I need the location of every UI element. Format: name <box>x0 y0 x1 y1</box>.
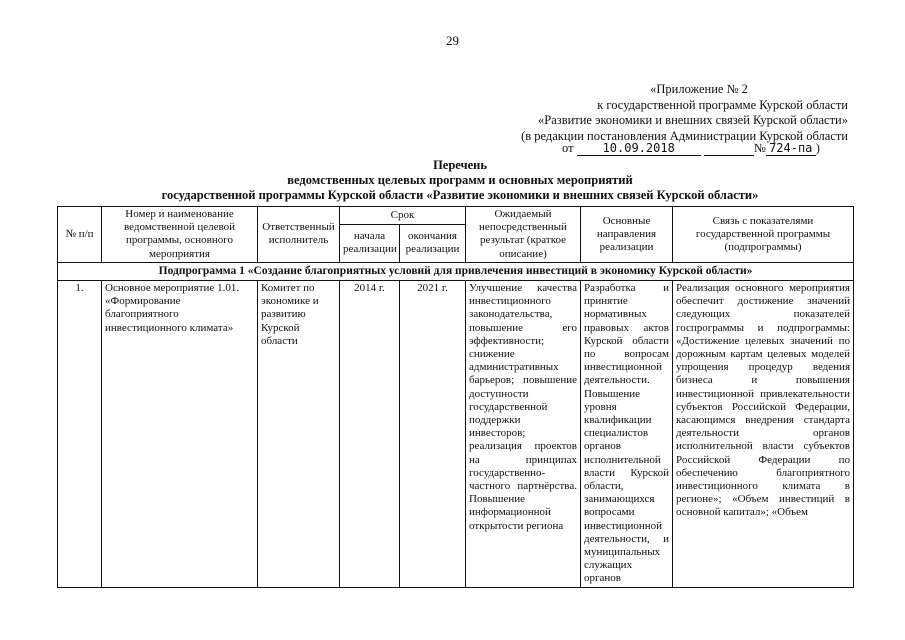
annex-line-2: к государственной программе Курской области <box>597 97 848 112</box>
document-title <box>60 158 860 203</box>
annex-line-4: (в редакции постановления Администрации Курской области <box>521 128 848 143</box>
annex-line-1: «Приложение № 2 <box>650 82 748 96</box>
header-end: окончания реализации <box>400 225 466 263</box>
resolution-number: 724-па <box>766 141 816 156</box>
header-num: № п/п <box>58 207 102 263</box>
subprogram-row <box>58 262 854 280</box>
resolution-date-line <box>562 140 820 156</box>
close-paren: ) <box>815 141 820 155</box>
header-link: Связь с показателями государственной программы (подпрограммы) <box>673 207 854 263</box>
annex-header <box>400 82 848 144</box>
header-row-1 <box>58 207 854 225</box>
title-line-2: ведомственных целевых программ и основных мероприятий <box>287 173 633 187</box>
row-name: Основное мероприятие 1.01. «Формирование благоприятного инвестиционного климата» <box>102 281 258 588</box>
row-executor: Комитет по экономике и развитию Курской области <box>258 281 340 588</box>
title-line-3: государственной программы Курской области «Развитие экономики и внешних связей Курской области» <box>161 188 759 202</box>
date-underline-gap <box>704 155 754 156</box>
header-term: Срок <box>340 207 466 225</box>
page-number: 29 <box>446 33 459 48</box>
row-num: 1. <box>58 281 102 588</box>
number-prefix: № <box>753 141 766 155</box>
annex-line-3: «Развитие экономики и внешних связей Курской области» <box>538 113 848 127</box>
header-result: Ожидаемый непосредственный результат (краткое описание) <box>466 207 581 263</box>
header-name: Номер и наименование ведомственной целевой программы, основного мероприятия <box>102 207 258 263</box>
row-start: 2014 г. <box>340 281 400 588</box>
resolution-date: 10.09.2018 <box>577 141 701 156</box>
row-result: Улучшение качества инвестиционного законодательства, повышение его эффективности; снижение административных барьеров; повышение доступности государственной поддержки инвесторов; реализация проектов на принципах государственно-частного партнёрства. Повышение информационной открытости региона <box>466 281 581 588</box>
row-link: Реализация основного мероприятия обеспечит достижение значений следующих показателей госпрограммы и подпрограммы: «Достижение целевых значений по дорожным картам целевых моделей упрощения процедур ведения бизнеса и повышения инвестиционной привлекательности субъектов Российской Федерации, касающимся внедрения стандарта деятельности органов исполнительной власти субъектов Российской Федерации по обеспечению благоприятного инвестиционного климата в регионе»; «Объем инвестиций в основной капитал»; «Объем <box>673 281 854 588</box>
row-directions: Разработка и принятие нормативных правовых актов Курской области по вопросам инвестиционной деятельности. Повышение уровня квалификации специалистов органов исполнительной власти Курской области, занимающихся вопросами инвестиционной деятельности, и муниципальных служащих органов <box>581 281 673 588</box>
programs-table <box>57 206 854 588</box>
header-start: начала реализации <box>340 225 400 263</box>
header-executor: Ответственный исполнитель <box>258 207 340 263</box>
table-row <box>58 281 854 588</box>
subprogram-title: Подпрограмма 1 «Создание благоприятных условий для привлечения инвестиций в экономику Курской области» <box>58 262 854 280</box>
header-directions: Основные направления реализации <box>581 207 673 263</box>
title-line-1: Перечень <box>433 158 487 172</box>
row-end: 2021 г. <box>400 281 466 588</box>
date-prefix: от <box>562 141 574 155</box>
